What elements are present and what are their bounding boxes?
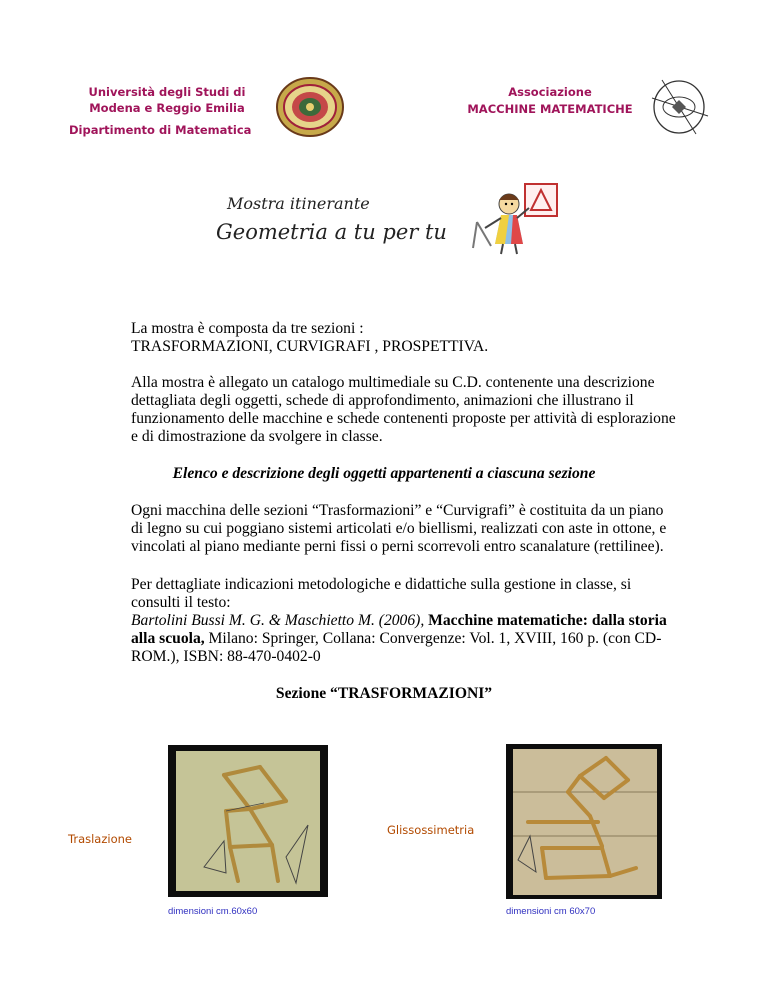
reference-citation-line-2 [131,630,661,648]
reference-line-1: Per dettagliate indicazioni metodologiche e didattiche sulla gestione in classe, si [131,576,632,593]
university-name-line2: Modena e Reggio Emilia [89,101,245,115]
description-line-3: vincolati al piano mediante perni fissi o perni scorrevoli entro scanalature (rettilinee). [131,538,664,555]
child-drawing-illustration [471,178,561,256]
exhibition-subtitle: Mostra itinerante [227,194,370,213]
glissossimetria-dimensions: dimensioni cm 60x70 [506,906,596,917]
intro-line-1: La mostra è composta da tre sezioni : [131,320,364,337]
department-name: Dipartimento di Matematica [69,123,252,137]
catalog-line-1: Alla mostra è allegato un catalogo multimediale su C.D. contenente una descrizione [131,374,655,391]
catalog-line-4: e di dimostrazione da svolgere in classe. [131,428,383,445]
description-line-1: Ogni macchina delle sezioni “Trasformazioni” e “Curvigrafi” è costituita da un piano [131,502,664,519]
reference-isbn: ROM.), ISBN: 88-470-0402-0 [131,648,321,665]
reference-book-title-cont: alla scuola, [131,630,205,647]
catalog-line-2: dettagliata degli oggetti, schede di approfondimento, animazioni che illustrano il [131,392,634,409]
reference-publisher: Milano: Springer, Collana: Convergenze: Vol. 1, XVIII, 160 p. (con CD- [204,630,662,647]
university-seal-logo [275,76,345,138]
association-name: MACCHINE MATEMATICHE [467,102,633,116]
glissossimetria-caption: Glissossimetria [387,823,475,837]
intro-line-2: TRASFORMAZIONI, CURVIGRAFI , PROSPETTIVA. [131,338,489,355]
association-logo [648,76,710,138]
association-label: Associazione [508,85,592,99]
objects-list-heading: Elenco e descrizione degli oggetti appartenenti a ciascuna sezione [172,465,596,482]
traslazione-photo [168,745,328,897]
traslazione-dimensions: dimensioni cm.60x60 [168,906,258,917]
reference-line-2: consulti il testo: [131,594,231,611]
section-heading: Sezione “TRASFORMAZIONI” [275,685,493,702]
reference-citation-line-1 [131,612,667,630]
traslazione-caption: Traslazione [68,832,132,846]
reference-authors: Bartolini Bussi M. G. & Maschietto M. (2006), [131,612,425,629]
exhibition-title: Geometria a tu per tu [216,220,447,244]
description-line-2: di legno su cui poggiano sistemi articolati e/o biellismi, realizzati con aste in ottone, e [131,520,667,537]
glissossimetria-photo [506,744,662,899]
catalog-line-3: funzionamento delle macchine e schede contenenti proposte per attività di esplorazione [131,410,676,427]
university-name-line1: Università degli Studi di [88,85,246,99]
reference-book-title: Macchine matematiche: dalla storia [428,612,667,629]
